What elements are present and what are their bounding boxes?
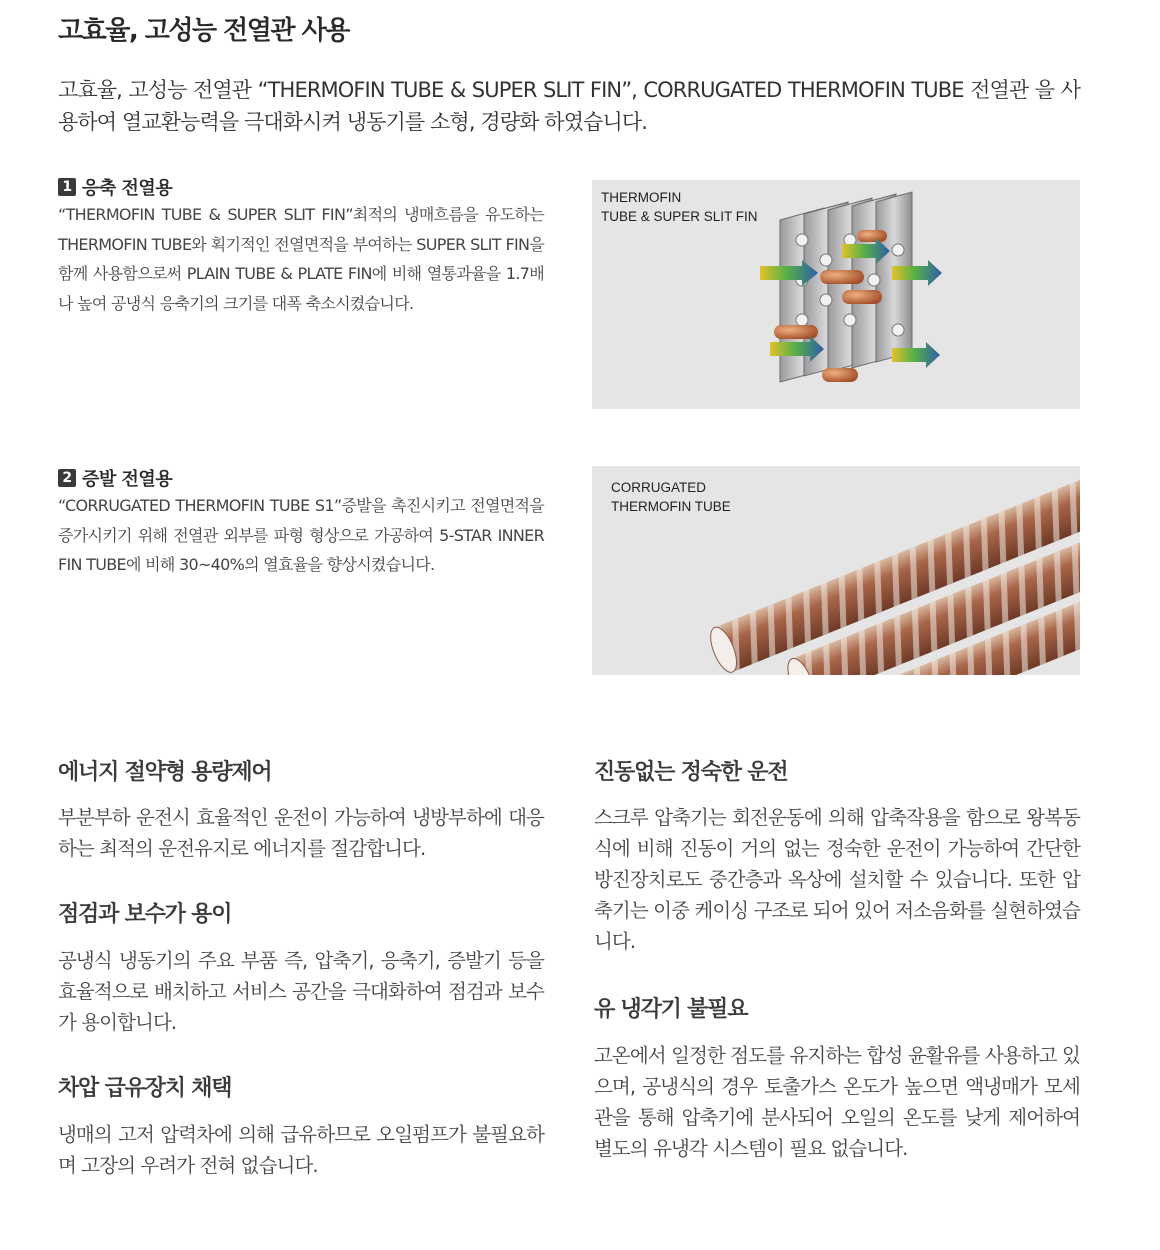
- section-number-badge: 1: [58, 178, 76, 196]
- section-1-heading: [58, 174, 172, 200]
- thermofin-fin-figure: [592, 180, 1080, 409]
- intro-paragraph: 고효율, 고성능 전열관 “THERMOFIN TUBE & SUPER SLIT FIN”, CORRUGATED THERMOFIN TUBE 전열관 을 사용하여 열교환능력을 극대화시켜 냉동기를 소형, 경량화 하였습니다.: [58, 78, 1080, 134]
- section-1-title: 응축 전열용: [82, 178, 173, 199]
- corrugated-tube-figure: [592, 466, 1080, 675]
- feature-quiet-body: 스크루 압축기는 회전운동에 의해 압축작용을 함으로 왕복동식에 비해 진동이 거의 없는 정숙한 운전이 가능하여 간단한 방진장치로도 중간층과 옥상에 설치할 수 있습니다. 또한 압축기는 이중 케이싱 구조로 되어 있어 저소음화를 실현하였습니다.: [594, 806, 1080, 953]
- feature-energy-body: 부분부하 운전시 효율적인 운전이 가능하여 냉방부하에 대응하는 최적의 운전유지로 에너지를 절감합니다.: [58, 806, 544, 860]
- section-number-badge: 2: [58, 469, 76, 487]
- feature-oil-supply-title: 차압 급유장치 채택: [58, 1076, 232, 1101]
- feature-oil-cooler-body: 고온에서 일정한 점도를 유지하는 합성 윤활유를 사용하고 있으며, 공냉식의 경우 토출가스 온도가 높으면 액냉매가 모세관을 통해 압축기에 분사되어 오일의 온도를 낮게 제어하여 별도의 유냉각 시스템이 필요 없습니다.: [594, 1044, 1080, 1160]
- page-title: 고효율, 고성능 전열관 사용: [58, 16, 349, 46]
- section-1-body: “THERMOFIN TUBE & SUPER SLIT FIN”최적의 냉매흐름을 유도하는 THERMOFIN TUBE와 획기적인 전열면적을 부여하는 SUPER SLIT FIN을 함께 사용함으로써 PLAIN TUBE & PLATE FIN에 비해 열통과율을 1.7배나 높여 공냉식 응축기의 크기를 대폭 축소시켰습니다.: [58, 205, 544, 313]
- feature-maintenance-title: 점검과 보수가 용이: [58, 902, 232, 927]
- feature-oil-cooler-title: 유 냉각기 불필요: [594, 997, 748, 1022]
- feature-maintenance-body: 공냉식 냉동기의 주요 부품 즉, 압축기, 응축기, 증발기 등을 효율적으로 배치하고 서비스 공간을 극대화하여 점검과 보수가 용이합니다.: [58, 949, 544, 1034]
- figure-1-label: THERMOFIN TUBE & SUPER SLIT FIN: [601, 190, 758, 224]
- section-2-body: “CORRUGATED THERMOFIN TUBE S1”증발을 촉진시키고 전열면적을 증가시키기 위해 전열관 외부를 파형 형상으로 가공하여 5-STAR INNER FIN TUBE에 비해 30~40%의 열효율을 향상시켰습니다.: [58, 496, 544, 574]
- figure-2-label: CORRUGATED THERMOFIN TUBE: [611, 480, 731, 514]
- feature-oil-supply-body: 냉매의 고저 압력차에 의해 급유하므로 오일펌프가 불필요하며 고장의 우려가 전혀 없습니다.: [58, 1123, 544, 1177]
- feature-quiet-title: 진동없는 정숙한 운전: [594, 760, 788, 785]
- section-2-title: 증발 전열용: [82, 469, 173, 490]
- section-2-heading: [58, 465, 172, 491]
- feature-energy-title: 에너지 절약형 용량제어: [58, 760, 272, 785]
